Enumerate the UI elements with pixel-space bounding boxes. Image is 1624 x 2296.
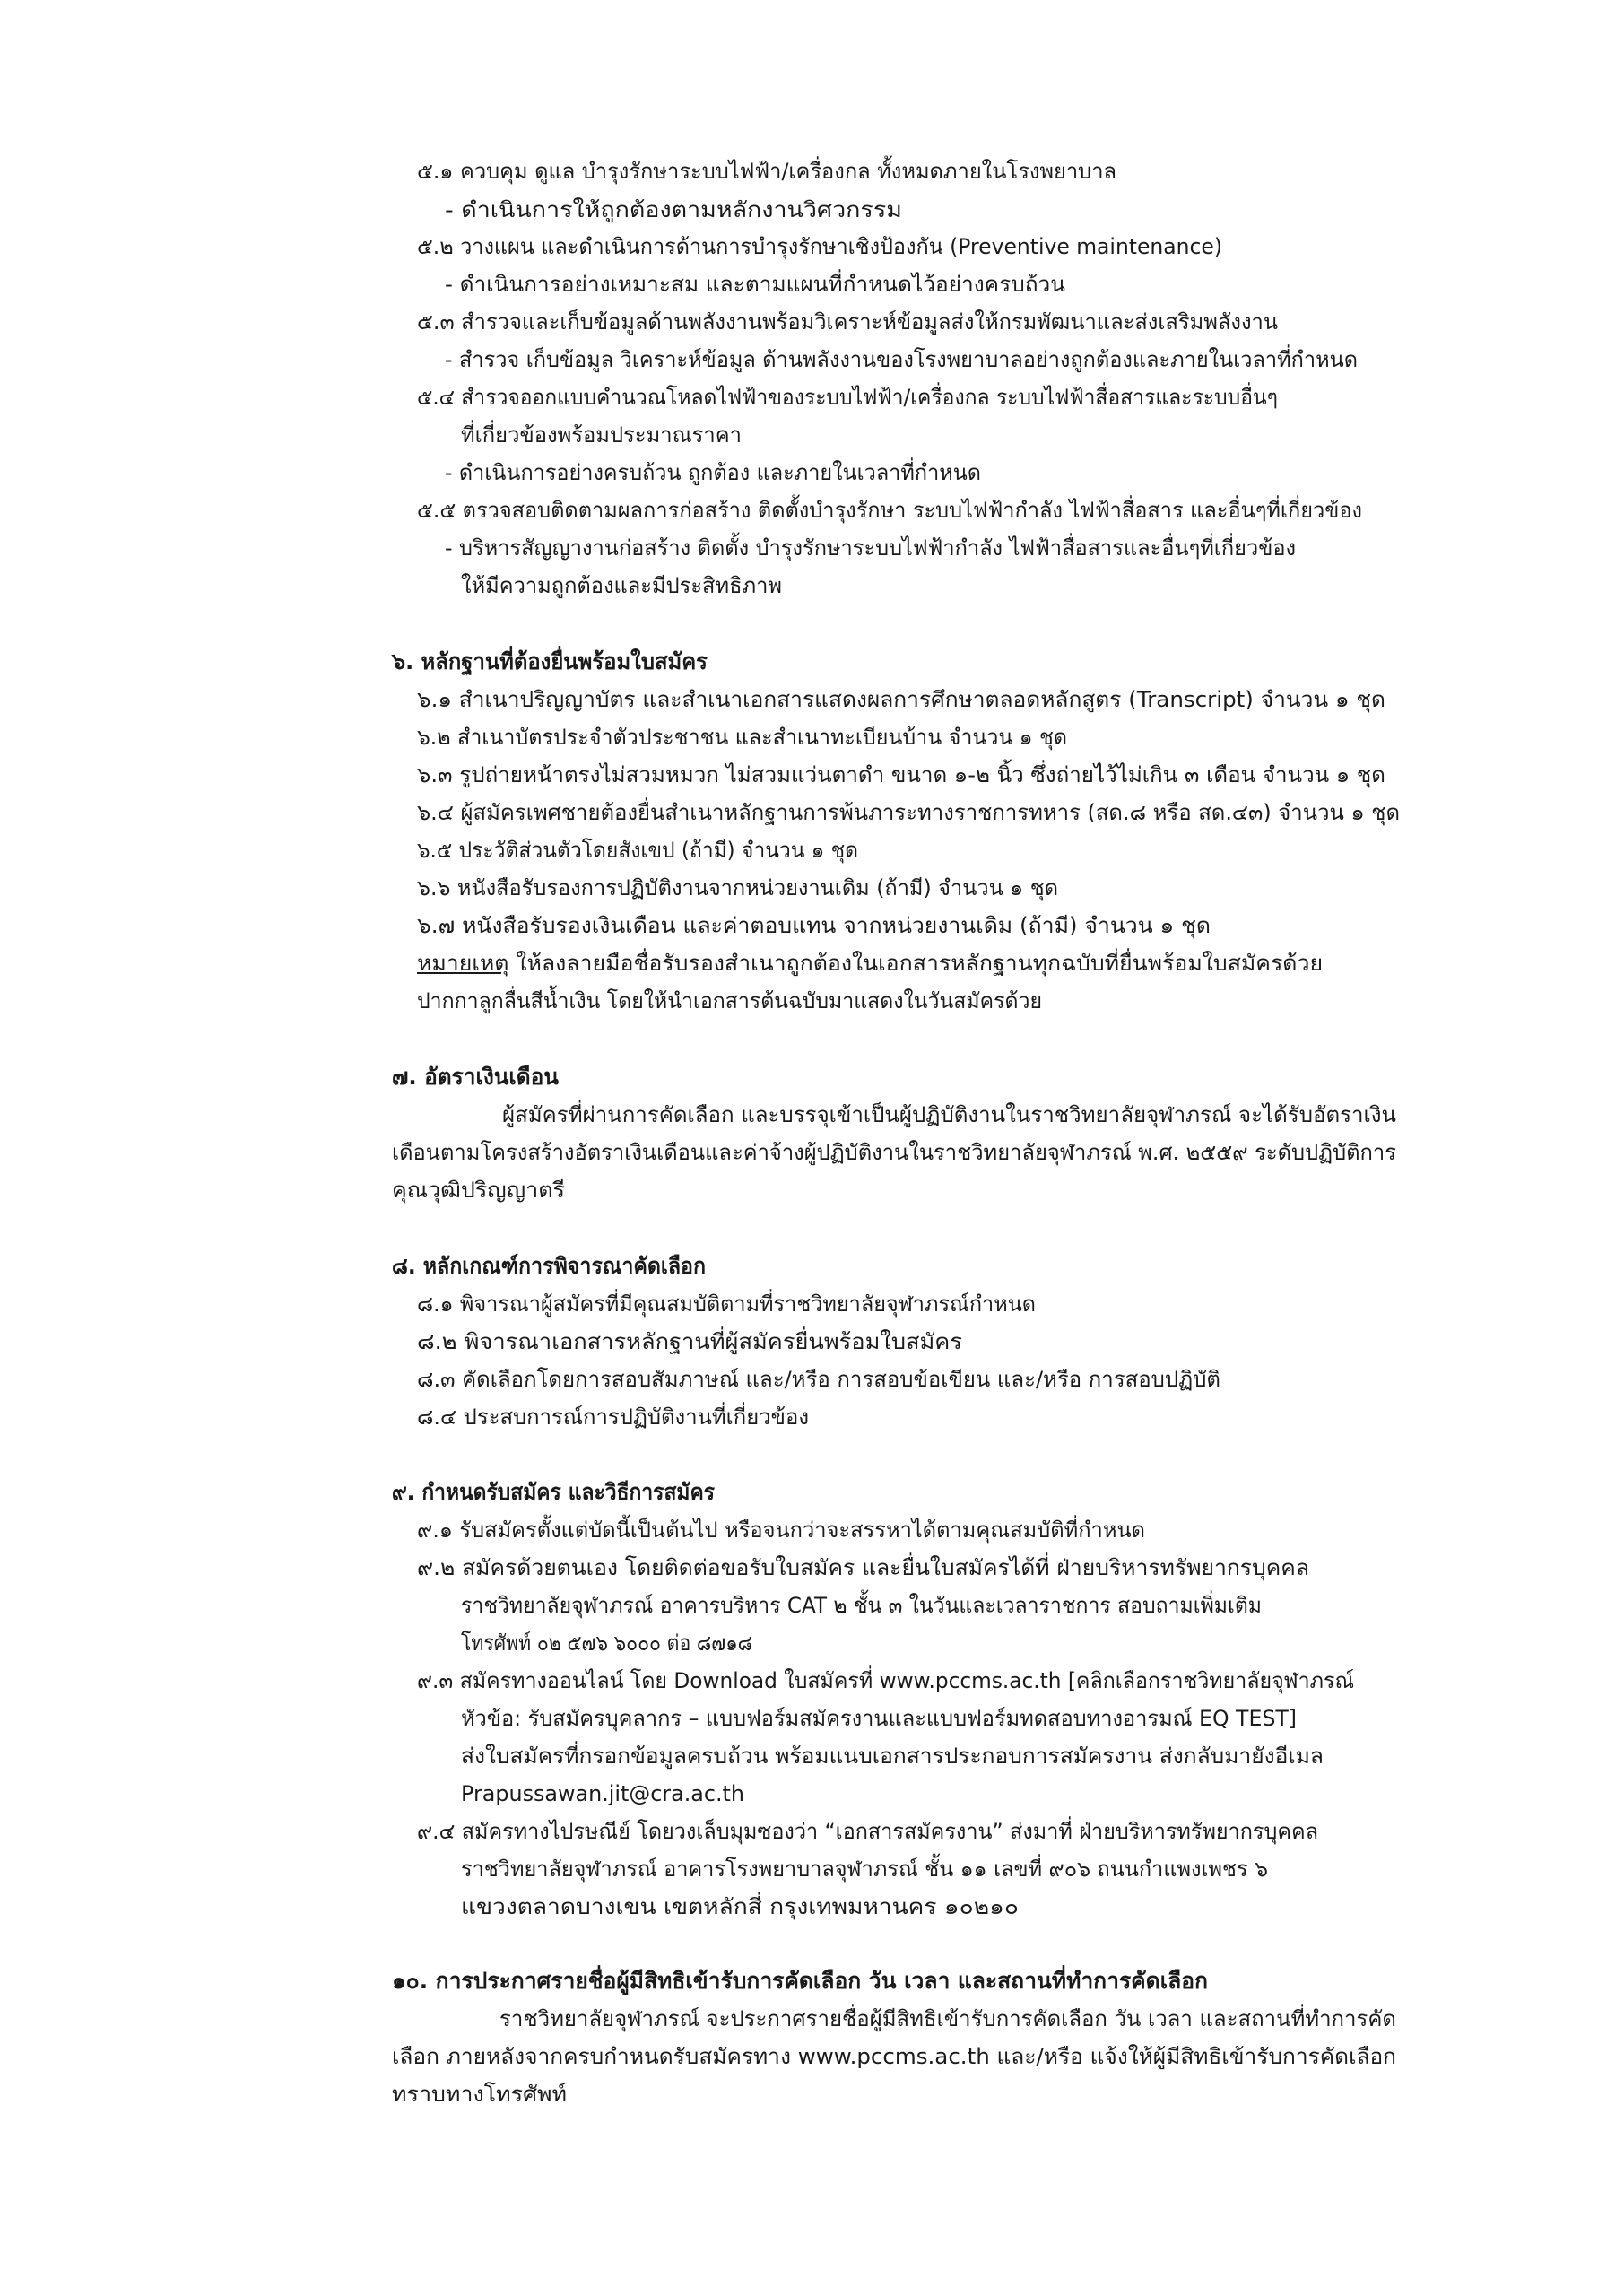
s6-item-5: ๖.๕ ประวัติส่วนตัวโดยสังเขป (ถ้ามี) จำนวน ๑ ชุด — [417, 838, 859, 863]
s10-paragraph-line-2: เลือก ภายหลังจากครบกำหนดรับสมัครทาง www.pccms.ac.th และ/หรือ แจ้งให้ผู้มีสิทธิเข้ารับการคัดเลือก — [392, 2044, 1397, 2069]
section-6-heading: ๖. หลักฐานที่ต้องยื่นพร้อมใบสมัคร — [392, 648, 708, 674]
section-8-heading: ๘. หลักเกณฑ์การพิจารณาคัดเลือก — [392, 1253, 706, 1279]
section-7-heading: ๗. อัตราเงินเดือน — [392, 1064, 559, 1090]
s9-item-3-cont-2: ส่งใบสมัครที่กรอกข้อมูลครบถ้วน พร้อมแนบเอกสารประกอบการสมัครงาน ส่งกลับมายังอีเมล — [461, 1744, 1324, 1769]
note-label: หมายเหตุ — [417, 951, 509, 976]
s5-item-1: ๕.๑ ควบคุม ดูแล บำรุงรักษาระบบไฟฟ้า/เครื่องกล ทั้งหมดภายในโรงพยาบาล — [417, 159, 1116, 184]
s9-item-4-cont-1: ราชวิทยาลัยจุฬาภรณ์ อาคารโรงพยาบาลจุฬาภรณ์ ชั้น ๑๑ เลขที่ ๙๐๖ ถนนกำแพงเพชร ๖ — [461, 1857, 1269, 1882]
s6-item-3: ๖.๓ รูปถ่ายหน้าตรงไม่สวมหมวก ไม่สวมแว่นตาดำ ขนาด ๑-๒ นิ้ว ซึ่งถ่ายไว้ไม่เกิน ๓ เดือน จำนวน ๑ ชุด — [417, 762, 1385, 787]
s8-item-3: ๘.๓ คัดเลือกโดยการสอบสัมภาษณ์ และ/หรือ การสอบข้อเขียน และ/หรือ การสอบปฏิบัติ — [417, 1367, 1220, 1392]
s7-paragraph-line-3: คุณวุฒิปริญญาตรี — [392, 1178, 565, 1203]
s9-item-2-cont-2: โทรศัพท์ ๐๒ ๕๗๖ ๖๐๐๐ ต่อ ๘๗๑๘ — [461, 1631, 753, 1656]
s5-item-1-detail: - ดำเนินการให้ถูกต้องตามหลักงานวิศวกรรม — [445, 197, 903, 222]
s6-item-2: ๖.๒ สำเนาบัตรประจำตัวประชาชน และสำเนาทะเบียนบ้าน จำนวน ๑ ชุด — [417, 725, 1067, 750]
s9-item-2-cont-1: ราชวิทยาลัยจุฬาภรณ์ อาคารบริหาร CAT ๒ ชั้น ๓ ในวันและเวลาราชการ สอบถามเพิ่มเติม — [461, 1593, 1262, 1618]
s6-item-4: ๖.๔ ผู้สมัครเพศชายต้องยื่นสำเนาหลักฐานการพ้นภาระทางราชการทหาร (สด.๘ หรือ สด.๔๓) จำนวน ๑ ชุด — [417, 800, 1401, 825]
s9-item-2: ๙.๒ สมัครด้วยตนเอง โดยติดต่อขอรับใบสมัคร และยื่นใบสมัครได้ที่ ฝ่ายบริหารทรัพยากรบุคคล — [417, 1555, 1309, 1580]
s8-item-1: ๘.๑ พิจารณาผู้สมัครที่มีคุณสมบัติตามที่ราชวิทยาลัยจุฬาภรณ์กำหนด — [417, 1292, 1036, 1317]
s7-paragraph-line-2: เดือนตามโครงสร้างอัตราเงินเดือนและค่าจ้างผู้ปฏิบัติงานในราชวิทยาลัยจุฬาภรณ์ พ.ศ. ๒๕๕๙ ระดับปฏิบัติการ — [392, 1140, 1397, 1165]
s5-item-4: ๕.๔ สำรวจออกแบบคำนวณโหลดไฟฟ้าของระบบไฟฟ้า/เครื่องกล ระบบไฟฟ้าสื่อสารและระบบอื่นๆ — [417, 385, 1278, 410]
s5-item-2-detail: - ดำเนินการอย่างเหมาะสม และตามแผนที่กำหนดไว้อย่างครบถ้วน — [445, 272, 1066, 297]
s8-item-2: ๘.๒ พิจารณาเอกสารหลักฐานที่ผู้สมัครยื่นพร้อมใบสมัคร — [417, 1329, 963, 1354]
s6-note — [417, 949, 1323, 978]
s7-paragraph-line-1: ผู้สมัครที่ผ่านการคัดเลือก และบรรจุเข้าเป็นผู้ปฏิบัติงานในราชวิทยาลัยจุฬาภรณ์ จะได้รับอัตราเงิน — [502, 1102, 1397, 1127]
s9-item-3-cont-1: หัวข้อ: รับสมัครบุคลากร – แบบฟอร์มสมัครงานและแบบฟอร์มทดสอบทางอารมณ์ EQ TEST] — [461, 1706, 1297, 1731]
s6-note-line-2: ปากกาลูกลื่นสีน้ำเงิน โดยให้นำเอกสารต้นฉบับมาแสดงในวันสมัครด้วย — [417, 988, 1042, 1013]
s8-item-4: ๘.๔ ประสบการณ์การปฏิบัติงานที่เกี่ยวข้อง — [417, 1405, 809, 1430]
s5-item-3: ๕.๓ สำรวจและเก็บข้อมูลด้านพลังงานพร้อมวิเคราะห์ข้อมูลส่งให้กรมพัฒนาและส่งเสริมพลังงาน — [417, 309, 1279, 335]
section-9-heading: ๙. กำหนดรับสมัคร และวิธีการสมัคร — [392, 1479, 715, 1505]
s5-item-5: ๕.๕ ตรวจสอบติดตามผลการก่อสร้าง ติดตั้งบำรุงรักษา ระบบไฟฟ้ากำลัง ไฟฟ้าสื่อสาร และอื่นๆที่เกี่ยวข้อง — [417, 498, 1363, 523]
s5-item-3-detail: - สำรวจ เก็บข้อมูล วิเคราะห์ข้อมูล ด้านพลังงานของโรงพยาบาลอย่างถูกต้องและภายในเวลาที่กำหนด — [445, 347, 1359, 372]
s9-item-3: ๙.๓ สมัครทางออนไลน์ โดย Download ใบสมัครที่ www.pccms.ac.th [คลิกเลือกราชวิทยาลัยจุฬาภรณ์ — [417, 1668, 1355, 1693]
s9-item-4-cont-2: แขวงตลาดบางเขน เขตหลักสี่ กรุงเทพมหานคร ๑๐๒๑๐ — [461, 1894, 1019, 1919]
s5-item-5-cont: ให้มีความถูกต้องและมีประสิทธิภาพ — [461, 573, 782, 598]
s9-item-4: ๙.๔ สมัครทางไปรษณีย์ โดยวงเล็บมุมซองว่า “เอกสารสมัครงาน” ส่งมาที่ ฝ่ายบริหารทรัพยากรบุคคล — [417, 1819, 1319, 1844]
s10-paragraph-line-1: ราชวิทยาลัยจุฬาภรณ์ จะประกาศรายชื่อผู้มีสิทธิเข้ารับการคัดเลือก วัน เวลา และสถานที่ทำการคัด — [499, 2006, 1396, 2031]
s6-item-6: ๖.๖ หนังสือรับรองการปฏิบัติงานจากหน่วยงานเดิม (ถ้ามี) จำนวน ๑ ชุด — [417, 875, 1059, 900]
s9-item-3-email: Prapussawan.jit@cra.ac.th — [461, 1781, 745, 1806]
s5-item-4-detail: - ดำเนินการอย่างครบถ้วน ถูกต้อง และภายในเวลาที่กำหนด — [445, 460, 981, 485]
s6-item-7: ๖.๗ หนังสือรับรองเงินเดือน และค่าตอบแทน จากหน่วยงานเดิม (ถ้ามี) จำนวน ๑ ชุด — [417, 913, 1211, 938]
s5-item-4-cont: ที่เกี่ยวข้องพร้อมประมาณราคา — [461, 422, 742, 448]
s6-item-1: ๖.๑ สำเนาปริญญาบัตร และสำเนาเอกสารแสดงผลการศึกษาตลอดหลักสูตร (Transcript) จำนวน ๑ ชุด — [417, 687, 1386, 712]
s5-item-2: ๕.๒ วางแผน และดำเนินการด้านการบำรุงรักษาเชิงป้องกัน (Preventive maintenance) — [417, 234, 1223, 259]
section-10-heading: ๑๐. การประกาศรายชื่อผู้มีสิทธิเข้ารับการคัดเลือก วัน เวลา และสถานที่ทำการคัดเลือก — [392, 1968, 1208, 1994]
note-text: ให้ลงลายมือชื่อรับรองสำเนาถูกต้องในเอกสารหลักฐานทุกฉบับที่ยื่นพร้อมใบสมัครด้วย — [508, 951, 1324, 976]
s9-item-1: ๙.๑ รับสมัครตั้งแต่บัดนี้เป็นต้นไป หรือจนกว่าจะสรรหาได้ตามคุณสมบัติที่กำหนด — [417, 1518, 1145, 1543]
s5-item-5-detail: - บริหารสัญญางานก่อสร้าง ติดตั้ง บำรุงรักษาระบบไฟฟ้ากำลัง ไฟฟ้าสื่อสารและอื่นๆที่เกี่ยวข้อง — [445, 535, 1297, 561]
s10-paragraph-line-3: ทราบทางโทรศัพท์ — [392, 2082, 567, 2107]
